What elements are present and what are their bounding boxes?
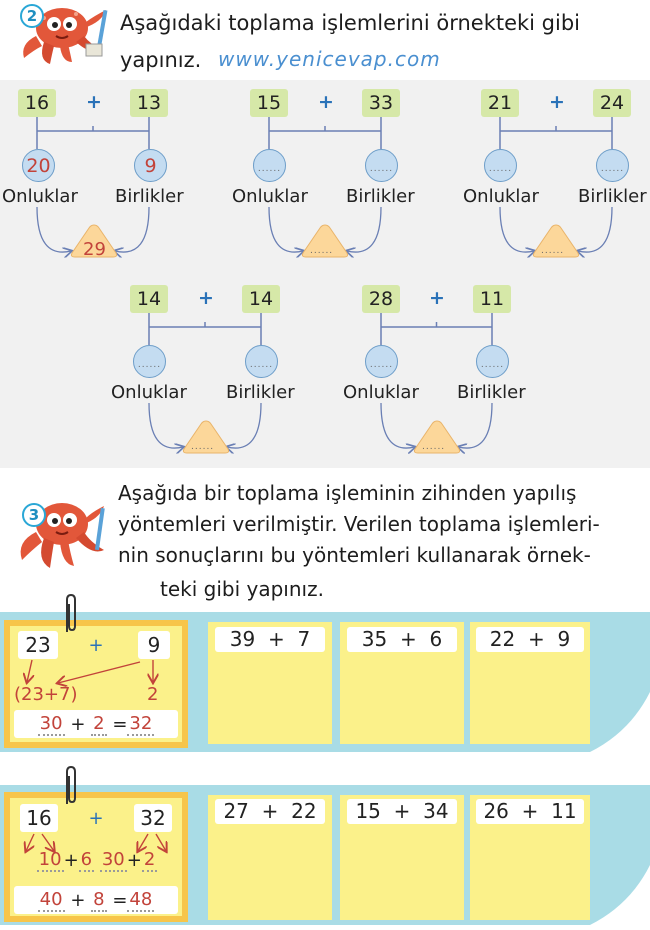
ones-circle[interactable] xyxy=(365,149,398,182)
a-ones: 6 xyxy=(80,848,93,870)
arrow-to-result xyxy=(227,403,261,448)
example2-a: 16 xyxy=(26,806,52,830)
operator: + xyxy=(527,626,545,651)
ones-circle[interactable] xyxy=(245,345,278,378)
operator: + xyxy=(261,798,279,823)
plus-sign: + xyxy=(198,287,214,309)
ones-label: Birlikler xyxy=(226,382,295,403)
tens-blank: ...... xyxy=(369,359,394,370)
ones-blank: ...... xyxy=(480,359,505,370)
bracket-connector xyxy=(500,117,612,149)
eq-sign: = xyxy=(112,713,128,735)
operator: + xyxy=(393,798,411,823)
operand-b: 34 xyxy=(423,798,449,823)
b-tens: 30 xyxy=(101,848,125,870)
arrow-to-result xyxy=(115,207,149,252)
operand-a: 22 xyxy=(489,626,516,651)
row2-strip-curl xyxy=(590,785,650,925)
b-ones: 2 xyxy=(143,848,156,870)
arrow-to-result xyxy=(381,403,415,448)
example2-split-line xyxy=(12,847,182,873)
tens-label: Onluklar xyxy=(232,186,308,207)
exercise-expression xyxy=(347,626,457,651)
eq-result: 32 xyxy=(129,712,153,734)
arrow-to-result xyxy=(500,207,534,252)
addend-a-box: 16 xyxy=(18,89,56,117)
result-blank: ...... xyxy=(310,246,334,256)
ones-answer: 9 xyxy=(144,154,157,177)
plus-sign: + xyxy=(429,287,445,309)
result-answer: 29 xyxy=(83,239,106,260)
bracket-connector xyxy=(37,117,149,149)
ones-blank: ...... xyxy=(600,163,625,174)
a-tens: 10 xyxy=(38,848,62,870)
example1-right-split: 2 xyxy=(147,684,159,705)
operand-b: 22 xyxy=(291,798,317,823)
ones-label: Birlikler xyxy=(115,186,184,207)
tens-blank: ...... xyxy=(488,163,513,174)
example1-a: 23 xyxy=(25,633,51,657)
task3-instruction-line4: teki gibi yapınız. xyxy=(160,577,324,601)
exercise-expression xyxy=(215,798,325,823)
example1-equation xyxy=(14,710,178,738)
plus-sign: + xyxy=(549,91,565,113)
task-number-badge: 3 xyxy=(22,503,46,527)
tens-label: Onluklar xyxy=(463,186,539,207)
exercise-expression xyxy=(215,626,325,651)
eq-plus: + xyxy=(70,713,86,735)
plus-sign: + xyxy=(86,91,102,113)
tens-blank: ...... xyxy=(257,163,282,174)
operand-b: 7 xyxy=(297,626,311,651)
eq-sign: = xyxy=(112,889,128,911)
tens-circle[interactable] xyxy=(253,149,286,182)
addend-b-box: 33 xyxy=(362,89,400,117)
split-plus-b: + xyxy=(126,849,142,871)
task3-instruction-line3: nin sonuçlarını bu yöntemleri kullanarak örnek- xyxy=(118,543,591,567)
arrow-to-result xyxy=(269,207,303,252)
eq-a: 40 xyxy=(39,888,63,910)
eq-result: 48 xyxy=(129,888,153,910)
tens-circle[interactable] xyxy=(484,149,517,182)
example2-plus: + xyxy=(88,807,104,829)
eq-b: 8 xyxy=(93,888,105,910)
eq-b: 2 xyxy=(93,712,105,734)
example1-plus: + xyxy=(88,634,104,656)
tens-label: Onluklar xyxy=(343,382,419,403)
example2-equation xyxy=(14,886,178,914)
operator: + xyxy=(399,626,417,651)
arrow-to-result xyxy=(578,207,612,252)
tens-circle[interactable] xyxy=(22,149,55,182)
example1-left-split: (23+7) xyxy=(14,684,78,705)
task3-instruction-line1: Aşağıda bir toplama işleminin zihinden yapılış xyxy=(118,481,577,505)
bracket-connector xyxy=(269,117,381,149)
example1-b: 9 xyxy=(147,633,161,657)
tens-answer: 20 xyxy=(26,154,51,177)
addend-b-box: 13 xyxy=(130,89,168,117)
operand-b: 11 xyxy=(551,798,577,823)
result-blank: ...... xyxy=(422,442,446,452)
ones-circle[interactable] xyxy=(476,345,509,378)
operand-a: 15 xyxy=(355,798,381,823)
ones-label: Birlikler xyxy=(457,382,526,403)
exercise-expression xyxy=(476,626,584,651)
exercise-expression xyxy=(347,798,457,823)
tens-label: Onluklar xyxy=(111,382,187,403)
addend-b-box: 14 xyxy=(242,285,280,313)
tens-circle[interactable] xyxy=(133,345,166,378)
task3-instruction-line2: yöntemleri verilmiştir. Verilen toplama işlemleri- xyxy=(118,512,600,536)
arrow-to-result xyxy=(149,403,183,448)
operand-b: 9 xyxy=(557,626,571,651)
addend-a-box: 14 xyxy=(130,285,168,313)
tens-label: Onluklar xyxy=(2,186,78,207)
arrow-to-result xyxy=(37,207,71,252)
operand-a: 35 xyxy=(361,626,388,651)
website-text: www.yenicevap.com xyxy=(218,47,441,71)
bracket-connector xyxy=(149,313,261,345)
task2-instruction-line2: yapınız. xyxy=(120,48,202,72)
result-blank: ...... xyxy=(191,442,215,452)
split-plus-a: + xyxy=(63,849,79,871)
operand-a: 39 xyxy=(229,626,256,651)
plus-sign: + xyxy=(318,91,334,113)
operator: + xyxy=(267,626,285,651)
addend-a-box: 28 xyxy=(362,285,400,313)
task2-instruction-line1: Aşağıdaki toplama işlemlerini örnekteki gibi xyxy=(120,11,581,35)
addend-a-box: 21 xyxy=(481,89,519,117)
addend-b-box: 24 xyxy=(593,89,631,117)
operator: + xyxy=(521,798,539,823)
operand-a: 26 xyxy=(483,798,509,823)
tens-circle[interactable] xyxy=(365,345,398,378)
ones-blank: ...... xyxy=(369,163,394,174)
result-blank: ...... xyxy=(541,246,565,256)
example2-b: 32 xyxy=(140,806,166,830)
operand-a: 27 xyxy=(223,798,249,823)
addend-a-box: 15 xyxy=(250,89,288,117)
ones-blank: ...... xyxy=(249,359,274,370)
ones-circle[interactable] xyxy=(134,149,167,182)
eq-plus: + xyxy=(70,889,86,911)
exercise-expression xyxy=(476,798,584,823)
ones-label: Birlikler xyxy=(346,186,415,207)
arrow-to-result xyxy=(459,403,493,448)
bracket-connector xyxy=(381,313,492,345)
ones-label: Birlikler xyxy=(578,186,647,207)
row1-strip-curl xyxy=(590,612,650,752)
tens-blank: ...... xyxy=(137,359,162,370)
eq-a: 30 xyxy=(39,712,63,734)
task-number-badge: 2 xyxy=(20,4,44,28)
addend-b-box: 11 xyxy=(473,285,511,313)
operand-b: 6 xyxy=(429,626,443,651)
arrow-to-result xyxy=(347,207,381,252)
ones-circle[interactable] xyxy=(596,149,629,182)
